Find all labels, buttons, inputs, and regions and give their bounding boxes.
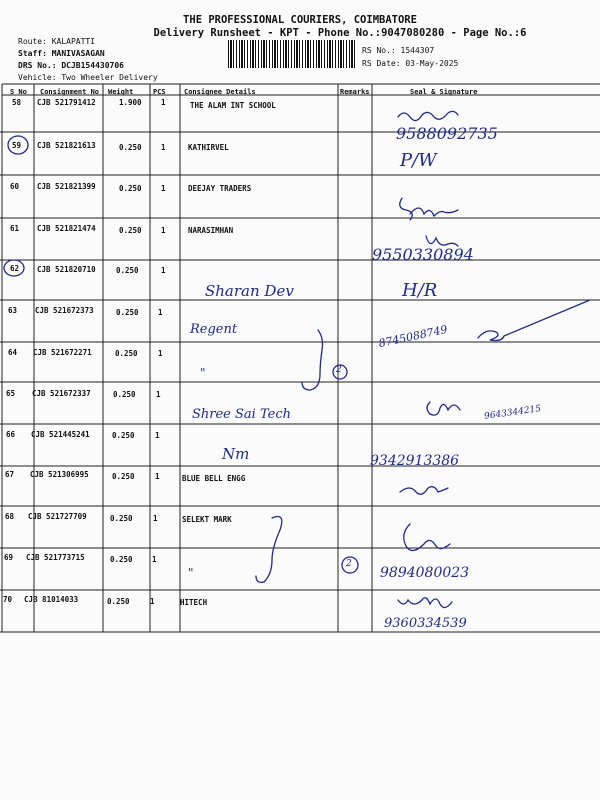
hw-69-phone: 9894080023 [380, 565, 470, 581]
row-62-sno: 62 [10, 264, 20, 273]
rs-number: RS No.: 1544307 [362, 46, 435, 55]
row-68-weight: 0.250 [110, 514, 133, 523]
hw-62-sign: H/R [402, 280, 438, 301]
sign-70 [398, 598, 452, 608]
sign-68-hook [256, 517, 282, 583]
row-68-pcs: 1 [153, 514, 158, 523]
row-64-sno: 64 [8, 348, 18, 357]
col-consignee: Consignee Details [184, 88, 256, 96]
route-label: Route: KALAPATTI [18, 37, 96, 46]
staff-label: Staff: MANIVASAGAN [18, 49, 105, 58]
row-62-consignment: CJB 521820710 [37, 265, 96, 274]
row-60-consignment: CJB 521821399 [37, 182, 96, 191]
vehicle-label: Vehicle: Two Wheeler Delivery [18, 73, 158, 82]
row-58-pcs: 1 [161, 98, 166, 107]
row-67-sno: 67 [5, 470, 15, 479]
row-66-pcs: 1 [155, 431, 160, 440]
runsheet-subtitle: Delivery Runsheet - KPT - Phone No.:9047080280 - Page No.:6 [153, 27, 527, 39]
row-58-weight: 1.900 [119, 98, 142, 107]
sign-65 [427, 402, 460, 415]
hw-64-ditto: " [200, 366, 206, 380]
row-63-pcs: 1 [158, 308, 163, 317]
row-61-pcs: 1 [161, 226, 166, 235]
row-61-weight: 0.250 [119, 226, 142, 235]
hw-69-circle-num: 2 [346, 559, 352, 569]
row-64-weight: 0.250 [115, 349, 138, 358]
row-67-consignee: BLUE BELL ENGG [182, 474, 246, 483]
hw-70-phone: 9360334539 [384, 616, 467, 631]
company-title: THE PROFESSIONAL COURIERS, COIMBATORE [183, 14, 417, 26]
row-65-weight: 0.250 [113, 390, 136, 399]
sign-58 [398, 111, 458, 120]
row-59-consignment: CJB 521821613 [37, 141, 96, 150]
col-consignment: Consignment No [40, 88, 100, 96]
row-64-consignment: CJB 521672271 [33, 348, 92, 357]
row-63-sno: 63 [8, 306, 18, 315]
row-62-weight: 0.250 [116, 266, 139, 275]
col-pcs: PCS [153, 88, 166, 96]
row-61-consignee: NARASIMHAN [188, 226, 234, 235]
hw-65-name: Shree Sai Tech [192, 407, 291, 422]
row-70-weight: 0.250 [107, 597, 130, 606]
row-60-sno: 60 [10, 182, 20, 191]
row-69-weight: 0.250 [110, 555, 133, 564]
row-59-pcs: 1 [161, 143, 166, 152]
row-62-pcs: 1 [161, 266, 166, 275]
row-60-weight: 0.250 [119, 184, 142, 193]
row-65-sno: 65 [6, 389, 16, 398]
row-59-consignee: KATHIRVEL [188, 143, 229, 152]
row-61-sno: 61 [10, 224, 20, 233]
row-65-consignment: CJB 521672337 [32, 389, 91, 398]
hw-64-circle-num: 2 [336, 365, 342, 375]
hw-63-name: Regent [190, 322, 238, 337]
row-65-pcs: 1 [156, 390, 161, 399]
row-68-consignment: CJB 521727709 [28, 512, 87, 521]
row-70-sno: 70 [3, 595, 13, 604]
row-69-consignment: CJB 521773715 [26, 553, 85, 562]
row-70-consignee: HITECH [180, 598, 208, 607]
hw-61-phone: 9550330894 [372, 245, 474, 264]
hw-69-ditto: " [188, 566, 194, 580]
row-69-pcs: 1 [152, 555, 157, 564]
row-67-pcs: 1 [155, 472, 160, 481]
circle-62-mark [4, 260, 24, 276]
sign-63 [478, 300, 590, 341]
row-58-consignee: THE ALAM INT SCHOOL [190, 101, 276, 110]
row-59-sno: 59 [12, 141, 22, 150]
hw-66-phone: 9342913386 [370, 453, 460, 469]
row-58-sno: 58 [12, 98, 22, 107]
sign-64-hook [302, 330, 323, 390]
hw-65-phone: 9643344215 [483, 404, 542, 422]
row-67-consignment: CJB 521306995 [30, 470, 89, 479]
sign-60 [400, 198, 458, 220]
row-60-consignee: DEEJAY TRADERS [188, 184, 252, 193]
hw-59-sign: P/W [400, 150, 437, 171]
circle-59-mark [8, 136, 28, 154]
row-70-pcs: 1 [150, 597, 155, 606]
hw-62-name: Sharan Dev [205, 282, 294, 300]
col-sno: S No [10, 88, 27, 96]
row-66-consignment: CJB 521445241 [31, 430, 90, 439]
row-66-sno: 66 [6, 430, 16, 439]
col-seal: Seal & Signature [410, 88, 478, 96]
row-70-consignment: CJB 81014033 [24, 595, 79, 604]
row-58-consignment: CJB 521791412 [37, 98, 96, 107]
row-59-weight: 0.250 [119, 143, 142, 152]
row-67-weight: 0.250 [112, 472, 135, 481]
row-69-sno: 69 [4, 553, 14, 562]
row-66-weight: 0.250 [112, 431, 135, 440]
hw-66-name: Nm [222, 445, 250, 463]
row-68-consignee: SELEKT MARK [182, 515, 232, 524]
row-63-consignment: CJB 521672373 [35, 306, 94, 315]
col-remarks: Remarks [340, 88, 370, 96]
rs-date: RS Date: 03-May-2025 [362, 59, 459, 68]
hw-58-phone: 9588092735 [396, 124, 498, 143]
row-60-pcs: 1 [161, 184, 166, 193]
row-63-weight: 0.250 [116, 308, 139, 317]
row-64-pcs: 1 [158, 349, 163, 358]
row-61-consignment: CJB 521821474 [37, 224, 96, 233]
row-68-sno: 68 [5, 512, 15, 521]
drs-label: DRS No.: DCJB154430706 [18, 61, 124, 70]
sign-67 [400, 487, 448, 495]
hw-63-phone: 8745088749 [377, 322, 449, 351]
sign-68 [404, 524, 450, 551]
col-weight: Weight [108, 88, 134, 96]
